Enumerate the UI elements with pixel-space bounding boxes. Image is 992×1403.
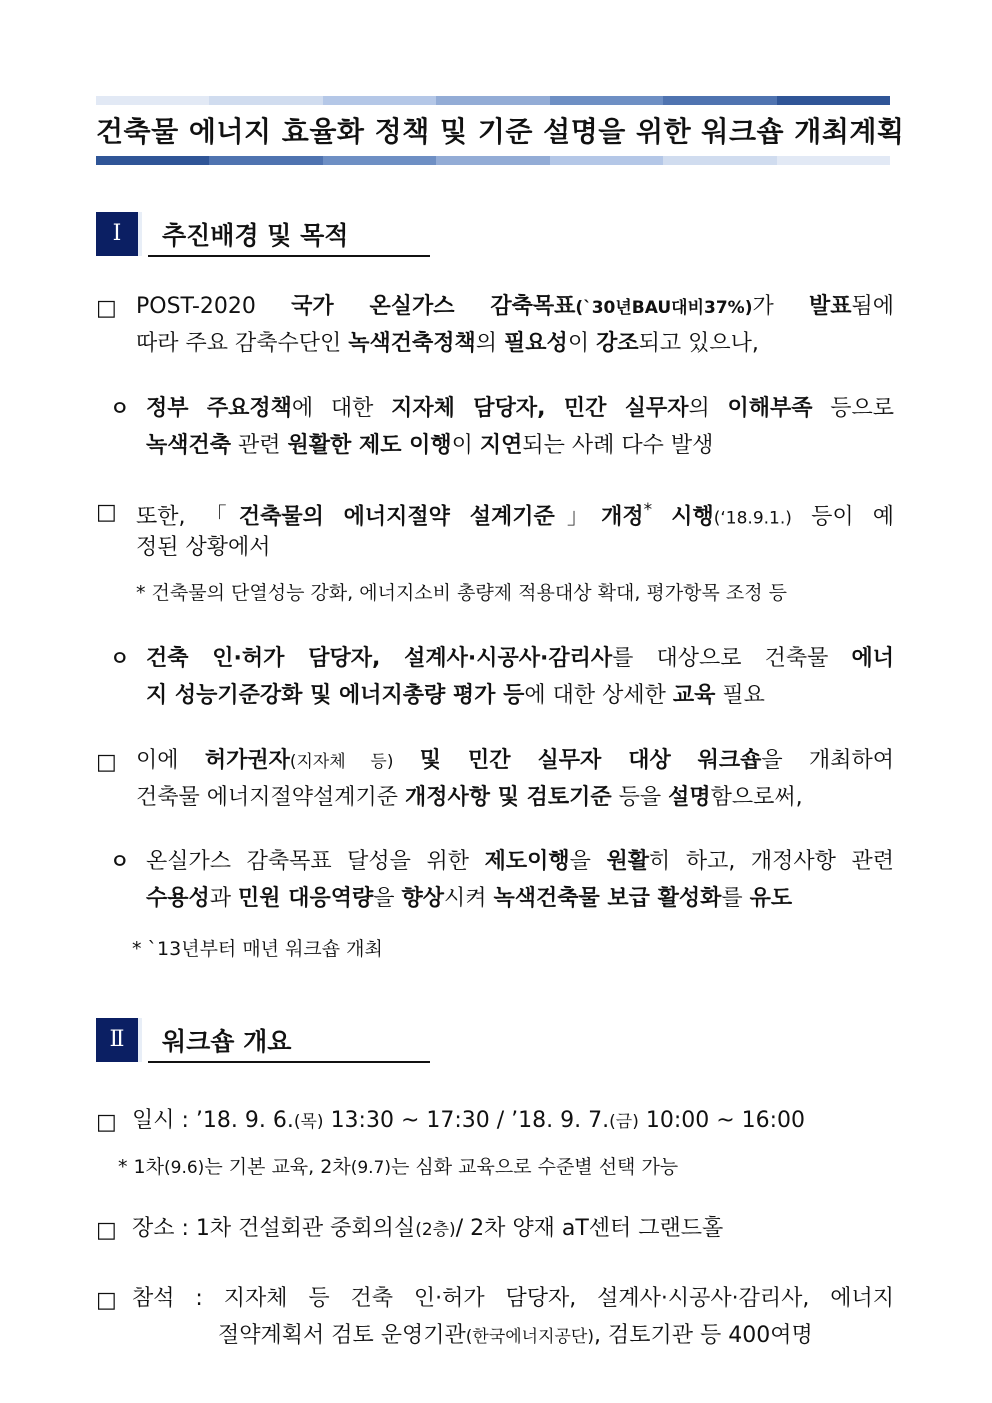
stripe-segment — [436, 96, 549, 105]
footnote-1: * 건축물의 단열성능 강화, 에너지소비 총량제 적용대상 확대, 평가항목 조정 등 — [136, 582, 787, 604]
paragraph-6-line-2: 수용성과 민원 대응역량을 향상시켜 녹색건축물 보급 활성화를 유도 — [146, 886, 793, 911]
stripe-segment — [663, 96, 776, 105]
stripe-segment — [777, 156, 890, 165]
date-note: * 1차(9.6)는 기본 교육, 2차(9.7)는 심화 교육으로 수준별 선택 가능 — [118, 1156, 679, 1178]
paragraph-6: 온실가스 감축목표 달성을 위한 제도이행을 원활히 하고, 개정사항 관련 — [146, 849, 894, 874]
stripe-segment — [209, 156, 322, 165]
circle-bullet: ㅇ — [110, 849, 130, 873]
square-bullet: □ — [96, 296, 117, 321]
paragraph-3: 또한, 「건축물의 에너지절약 설계기준」개정* 시행(‘18.9.1.) 등이 예 — [136, 500, 894, 530]
paragraph-2: 정부 주요정책에 대한 지자체 담당자, 민간 실무자의 이해부족 등으로 — [146, 396, 895, 421]
section-2-underline — [148, 1061, 430, 1063]
square-bullet: □ — [96, 1218, 117, 1243]
square-bullet: □ — [96, 750, 117, 775]
stripe-segment — [323, 96, 436, 105]
section-1-underline — [148, 255, 430, 257]
circle-bullet: ㅇ — [110, 396, 130, 420]
paragraph-4-line-2: 지 성능기준강화 및 에너지총량 평가 등에 대한 상세한 교육 필요 — [146, 683, 765, 708]
document-title: 건축물 에너지 효율화 정책 및 기준 설명을 위한 워크숍 개최계획 — [96, 115, 905, 148]
paragraph-5: 이에 허가권자(지자체 등) 및 민간 실무자 대상 워크숍을 개최하여 — [136, 748, 894, 773]
paragraph-3-line-2: 정된 상황에서 — [136, 535, 271, 560]
stripe-segment — [550, 156, 663, 165]
section-1-title: 추진배경 및 목적 — [162, 221, 349, 250]
stripe-segment — [436, 156, 549, 165]
attendees-line-2: 절약계획서 검토 운영기관(한국에너지공단), 검토기관 등 400여명 — [218, 1323, 813, 1348]
attendees-line: 참석 : 지자체 등 건축 인·허가 담당자, 설계사·시공사·감리사, 에너지 — [132, 1286, 894, 1311]
paragraph-5-line-2: 건축물 에너지절약설계기준 개정사항 및 검토기준 등을 설명함으로써, — [136, 785, 803, 810]
stripe-segment — [777, 96, 890, 105]
stripe-segment — [96, 96, 209, 105]
square-bullet: □ — [96, 1288, 117, 1313]
title-bottom-stripe — [96, 156, 890, 165]
paragraph-1-line-2: 따라 주요 감축수단인 녹색건축정책의 필요성이 강조되고 있으나, — [136, 331, 759, 356]
stripe-segment — [96, 156, 209, 165]
stripe-segment — [323, 156, 436, 165]
place-line: 장소 : 1차 건설회관 중회의실(2층)/ 2차 양재 aT센터 그랜드홀 — [132, 1216, 724, 1241]
square-bullet: □ — [96, 1110, 117, 1135]
section-2-number: Ⅱ — [96, 1018, 142, 1062]
footnote-2: * `13년부터 매년 워크숍 개최 — [132, 938, 383, 960]
circle-bullet: ㅇ — [110, 646, 130, 670]
section-1-number: Ⅰ — [96, 212, 142, 256]
stripe-segment — [209, 96, 322, 105]
paragraph-1: POST-2020 국가 온실가스 감축목표(`30년BAU대비37%)가 발표됨에 — [136, 294, 894, 319]
paragraph-2-line-2: 녹색건축 관련 원활한 제도 이행이 지연되는 사례 다수 발생 — [146, 433, 714, 458]
square-bullet: □ — [96, 500, 117, 525]
title-top-stripe — [96, 96, 890, 105]
stripe-segment — [550, 96, 663, 105]
paragraph-4: 건축 인·허가 담당자, 설계사·시공사·감리사를 대상으로 건축물 에너 — [146, 646, 894, 671]
section-2-title: 워크숍 개요 — [162, 1027, 292, 1056]
stripe-segment — [663, 156, 776, 165]
date-line: 일시 : ’18. 9. 6.(목) 13:30 ~ 17:30 / ’18. 9. 7.(금) 10:00 ~ 16:00 — [132, 1108, 806, 1133]
